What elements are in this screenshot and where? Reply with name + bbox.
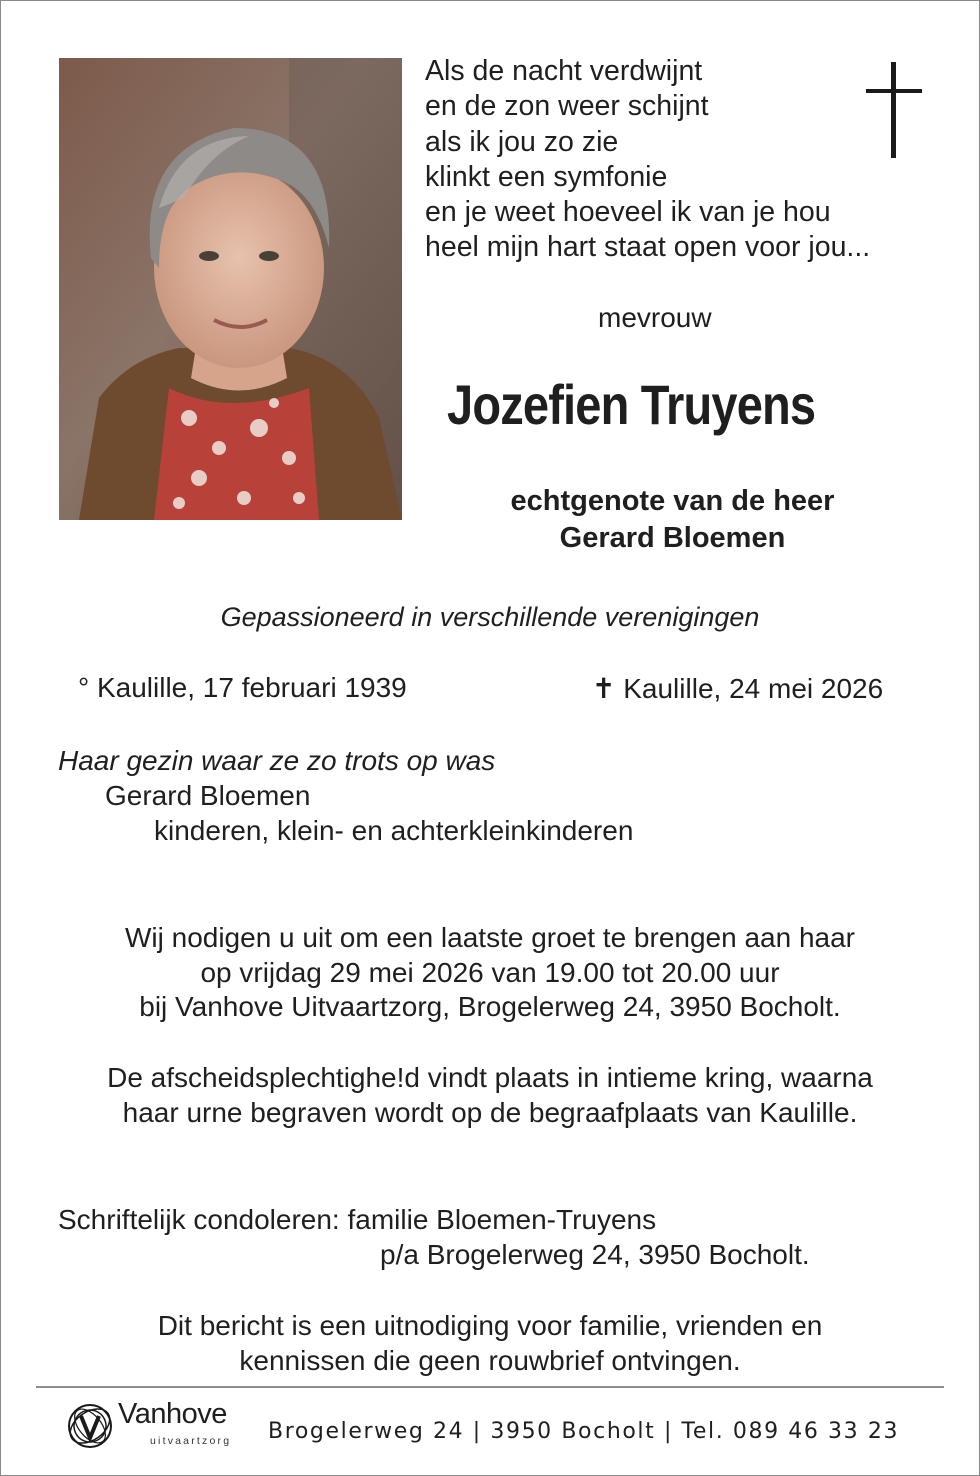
deceased-name: Jozefien Truyens	[447, 373, 816, 436]
spouse-name: Gerard Bloemen	[559, 522, 786, 554]
invitation-line: Wij nodigen u uit om een laatste groet te brengen aan haar	[124, 922, 856, 953]
family-block	[58, 743, 633, 848]
cross-icon	[866, 62, 922, 158]
poem-line: en je weet hoeveel ik van je hou	[425, 196, 831, 229]
spouse-info	[460, 483, 885, 557]
family-line: kinderen, klein- en achterkleinkinderen	[154, 815, 634, 846]
ceremony-line: haar urne begraven wordt op de begraafplaats van Kaulille.	[122, 1096, 858, 1128]
poem-line: en de zon weer schijnt	[425, 90, 709, 123]
poem-line: als ik jou zo zie	[425, 125, 619, 158]
invitation-line: op vrijdag 29 mei 2026 van 19.00 tot 20.00 uur	[200, 956, 780, 988]
poem	[425, 54, 870, 266]
poem-line: klinkt een symfonie	[425, 160, 668, 193]
invitation-block	[0, 921, 980, 1025]
poem-line: Als de nacht verdwijnt	[425, 55, 703, 87]
family-title: Haar gezin waar ze zo trots op was	[58, 745, 496, 776]
salutation: mevrouw	[598, 302, 712, 333]
invitation-line: bij Vanhove Uitvaartzorg, Brogelerweg 24, 3950 Bocholt.	[139, 991, 841, 1022]
logo-subtitle: uitvaartzorg	[150, 1435, 232, 1447]
ceremony-line: De afscheidsplechtighe!d vindt plaats in intieme kring, waarna	[107, 1062, 873, 1093]
condolence-line: Schriftelijk condoleren: familie Bloemen-Truyens	[58, 1204, 657, 1235]
logo-name: Vanhove	[118, 1398, 227, 1430]
family-line: Gerard Bloemen	[105, 780, 311, 811]
passion-line: Gepassioneerd in verschillende verenigingen	[220, 602, 760, 632]
poem-line: heel mijn hart staat open voor jou...	[425, 231, 871, 264]
condolence-address: p/a Brogelerweg 24, 3950 Bocholt.	[380, 1239, 810, 1270]
vanhove-logo	[64, 1398, 254, 1456]
divider	[36, 1386, 944, 1388]
notice-line: kennissen die geen rouwbrief ontvingen.	[239, 1344, 741, 1376]
notice-line: Dit bericht is een uitnodiging voor familie, vrienden en	[157, 1310, 823, 1341]
logo-mark-icon	[64, 1400, 116, 1452]
condolence-block	[58, 1202, 810, 1272]
ceremony-block	[0, 1061, 980, 1130]
spouse-line: echtgenote van de heer	[510, 485, 835, 517]
birth-info: ° Kaulille, 17 februari 1939	[78, 672, 407, 703]
death-info: ✝ Kaulille, 24 mei 2026	[592, 673, 884, 704]
notice-block	[0, 1309, 980, 1378]
footer-contact: Brogelerweg 24 | 3950 Bocholt | Tel. 089 46 33 23	[268, 1419, 900, 1444]
portrait-photo	[59, 58, 402, 520]
